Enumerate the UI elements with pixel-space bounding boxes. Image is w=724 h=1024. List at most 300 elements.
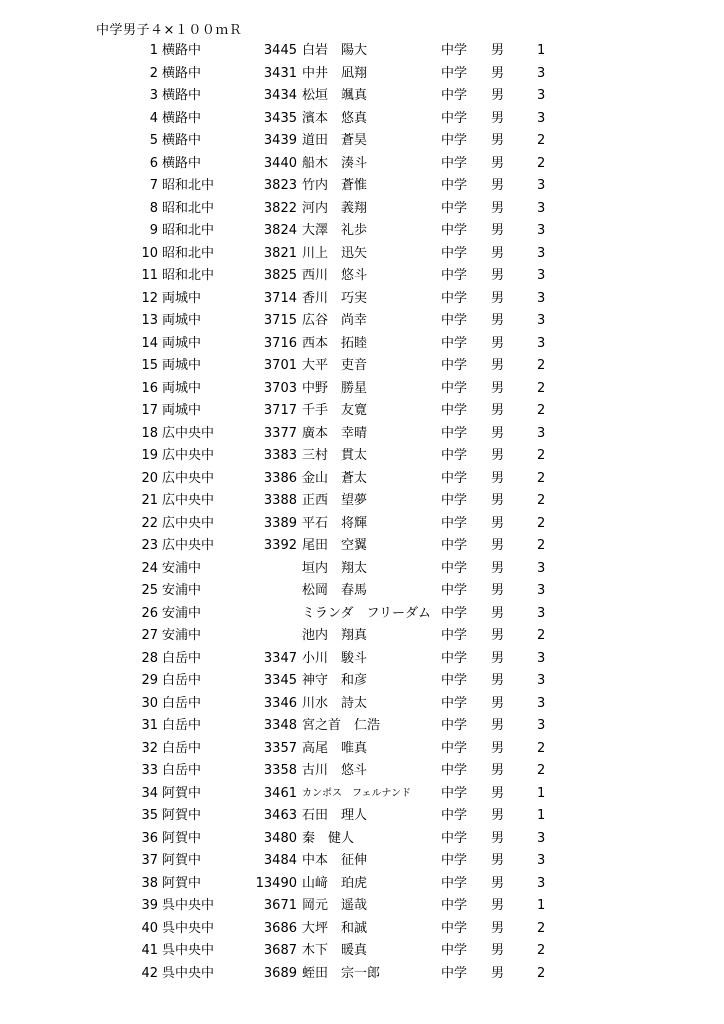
school-name: 横路中 [162, 65, 202, 81]
athlete-id: 3821 [263, 245, 297, 261]
school-name: 広中央中 [162, 425, 215, 441]
athlete-name: 中野 勝星 [302, 380, 368, 396]
entry-number: 22 [141, 515, 158, 531]
category: 中学 [441, 493, 468, 508]
category: 中学 [441, 538, 468, 553]
gender: 男 [491, 313, 505, 328]
grade: 2 [537, 155, 546, 171]
entry-number: 39 [141, 898, 158, 913]
table-row [0, 243, 724, 266]
gender: 男 [491, 245, 505, 261]
gender: 男 [491, 740, 505, 756]
athlete-id: 3386 [263, 470, 297, 486]
gender: 男 [491, 898, 505, 913]
school-name: 白岳中 [162, 673, 202, 688]
school-name: 白岳中 [162, 650, 202, 666]
gender: 男 [491, 133, 505, 148]
school-name: 横路中 [162, 155, 202, 171]
athlete-name: ミランダ フリーダム [302, 605, 431, 621]
athlete-name: 蛭田 宗一郎 [302, 965, 381, 981]
school-name: 両城中 [162, 380, 202, 396]
entry-number: 41 [141, 943, 158, 958]
athlete-id: 3823 [263, 178, 297, 193]
category: 中学 [441, 808, 468, 823]
school-name: 白岳中 [162, 763, 202, 778]
table-row [0, 558, 724, 581]
gender: 男 [491, 875, 505, 891]
school-name: 呉中央中 [162, 965, 215, 981]
grade: 3 [537, 830, 546, 846]
athlete-id: 3703 [263, 380, 297, 396]
entry-number: 14 [141, 335, 158, 351]
table-row [0, 310, 724, 333]
entry-number: 30 [141, 695, 158, 711]
athlete-id: 3671 [263, 898, 297, 913]
athlete-name: 西本 拓睦 [302, 335, 368, 351]
athlete-id: 3358 [263, 763, 297, 778]
school-name: 呉中央中 [162, 920, 215, 936]
entry-number: 4 [149, 110, 158, 126]
entry-number: 1 [149, 43, 158, 58]
table-row [0, 963, 724, 986]
grade: 3 [537, 268, 546, 283]
gender: 男 [491, 853, 505, 868]
athlete-name: 神守 和彦 [302, 673, 368, 688]
grade: 1 [537, 785, 546, 801]
athlete-id: 3717 [263, 403, 297, 418]
gender: 男 [491, 943, 505, 958]
category: 中学 [441, 223, 468, 238]
grade: 2 [537, 740, 546, 756]
gender: 男 [491, 403, 505, 418]
athlete-id: 3822 [263, 200, 297, 216]
gender: 男 [491, 763, 505, 778]
athlete-name: 高尾 唯真 [302, 740, 368, 756]
table-row [0, 828, 724, 851]
athlete-name: 広谷 尚幸 [302, 313, 368, 328]
grade: 2 [537, 943, 546, 958]
gender: 男 [491, 200, 505, 216]
grade: 3 [537, 560, 546, 576]
athlete-name: 木下 暖真 [302, 943, 368, 958]
school-name: 両城中 [162, 403, 202, 418]
gender: 男 [491, 830, 505, 846]
school-name: 昭和北中 [162, 178, 215, 193]
entry-number: 27 [141, 628, 158, 643]
entry-table [0, 40, 724, 985]
gender: 男 [491, 448, 505, 463]
athlete-id: 3714 [263, 290, 297, 306]
athlete-name: 石田 理人 [302, 808, 368, 823]
table-row [0, 895, 724, 918]
athlete-name: 中本 征伸 [302, 853, 368, 868]
grade: 3 [537, 650, 546, 666]
entry-number: 2 [149, 65, 158, 81]
entry-number: 35 [141, 808, 158, 823]
grade: 2 [537, 965, 546, 981]
grade: 2 [537, 133, 546, 148]
athlete-name: 竹内 蒼惟 [302, 178, 368, 193]
athlete-id: 3345 [263, 673, 297, 688]
athlete-name: 大坪 和誠 [302, 920, 368, 936]
school-name: 両城中 [162, 358, 202, 373]
athlete-id: 3431 [263, 65, 297, 81]
category: 中学 [441, 785, 468, 801]
athlete-id: 3388 [263, 493, 297, 508]
school-name: 広中央中 [162, 515, 215, 531]
category: 中学 [441, 155, 468, 171]
athlete-name: 秦 健人 [302, 830, 355, 846]
grade: 1 [537, 898, 546, 913]
athlete-id: 3461 [263, 785, 297, 801]
category: 中学 [441, 470, 468, 486]
athlete-name: 船木 湊斗 [302, 155, 368, 171]
athlete-id: 3439 [263, 133, 297, 148]
entry-number: 23 [141, 538, 158, 553]
athlete-name: 平石 将輝 [302, 515, 368, 531]
grade: 3 [537, 65, 546, 81]
gender: 男 [491, 358, 505, 373]
gender: 男 [491, 155, 505, 171]
entry-number: 16 [141, 380, 158, 396]
gender: 男 [491, 920, 505, 936]
grade: 1 [537, 808, 546, 823]
athlete-id: 3348 [263, 718, 297, 733]
entry-number: 33 [141, 763, 158, 778]
athlete-name: 香川 巧実 [302, 290, 368, 306]
category: 中学 [441, 290, 468, 306]
school-name: 阿賀中 [162, 853, 202, 868]
gender: 男 [491, 560, 505, 576]
athlete-name: 廣本 幸晴 [302, 425, 368, 441]
gender: 男 [491, 335, 505, 351]
athlete-id: 3715 [263, 313, 297, 328]
entry-number: 26 [141, 605, 158, 621]
entry-number: 11 [141, 268, 158, 283]
school-name: 白岳中 [162, 740, 202, 756]
gender: 男 [491, 785, 505, 801]
school-name: 両城中 [162, 313, 202, 328]
grade: 3 [537, 695, 546, 711]
athlete-id: 3480 [263, 830, 297, 846]
table-row [0, 805, 724, 828]
entry-number: 31 [141, 718, 158, 733]
athlete-id: 3824 [263, 223, 297, 238]
athlete-id: 3383 [263, 448, 297, 463]
entry-number: 38 [141, 875, 158, 891]
category: 中学 [441, 313, 468, 328]
school-name: 広中央中 [162, 470, 215, 486]
athlete-name: 千手 友寛 [302, 403, 368, 418]
category: 中学 [441, 110, 468, 126]
table-row [0, 873, 724, 896]
table-row [0, 535, 724, 558]
athlete-name: 川水 詩太 [302, 695, 368, 711]
category: 中学 [441, 403, 468, 418]
table-row [0, 378, 724, 401]
athlete-id: 3377 [263, 425, 297, 441]
entry-number: 24 [141, 560, 158, 576]
category: 中学 [441, 88, 468, 103]
athlete-name: 宮之首 仁浩 [302, 718, 381, 733]
athlete-name: 河内 義翔 [302, 200, 368, 216]
entry-number: 25 [141, 583, 158, 598]
category: 中学 [441, 560, 468, 576]
athlete-name: 池内 翔真 [302, 628, 368, 643]
athlete-name: 中井 凪翔 [302, 65, 368, 81]
gender: 男 [491, 628, 505, 643]
athlete-name: 三村 貫太 [302, 448, 368, 463]
school-name: 白岳中 [162, 718, 202, 733]
school-name: 横路中 [162, 88, 202, 103]
category: 中学 [441, 718, 468, 733]
entry-number: 36 [141, 830, 158, 846]
gender: 男 [491, 538, 505, 553]
grade: 3 [537, 88, 546, 103]
table-row [0, 40, 724, 63]
athlete-name: 松岡 春馬 [302, 583, 368, 598]
gender: 男 [491, 178, 505, 193]
athlete-name: 大平 吏音 [302, 358, 368, 373]
school-name: 横路中 [162, 110, 202, 126]
gender: 男 [491, 290, 505, 306]
table-row [0, 85, 724, 108]
gender: 男 [491, 425, 505, 441]
gender: 男 [491, 65, 505, 81]
athlete-name: 白岩 陽大 [302, 43, 368, 58]
category: 中学 [441, 650, 468, 666]
entry-number: 28 [141, 650, 158, 666]
grade: 3 [537, 853, 546, 868]
school-name: 横路中 [162, 43, 202, 58]
grade: 3 [537, 290, 546, 306]
table-row [0, 648, 724, 671]
entry-number: 6 [149, 155, 158, 171]
gender: 男 [491, 808, 505, 823]
school-name: 阿賀中 [162, 830, 202, 846]
category: 中学 [441, 178, 468, 193]
entry-number: 29 [141, 673, 158, 688]
table-row [0, 760, 724, 783]
grade: 2 [537, 538, 546, 553]
gender: 男 [491, 515, 505, 531]
category: 中学 [441, 853, 468, 868]
athlete-id: 3347 [263, 650, 297, 666]
school-name: 横路中 [162, 133, 202, 148]
entry-number: 21 [141, 493, 158, 508]
athlete-id: 3686 [263, 920, 297, 936]
table-row [0, 715, 724, 738]
school-name: 昭和北中 [162, 268, 215, 283]
entry-number: 37 [141, 853, 158, 868]
school-name: 広中央中 [162, 493, 215, 508]
category: 中学 [441, 763, 468, 778]
category: 中学 [441, 425, 468, 441]
gender: 男 [491, 88, 505, 103]
school-name: 安浦中 [162, 628, 202, 643]
table-row [0, 288, 724, 311]
category: 中学 [441, 200, 468, 216]
table-row [0, 603, 724, 626]
grade: 1 [537, 43, 546, 58]
entry-number: 34 [141, 785, 158, 801]
table-row [0, 940, 724, 963]
category: 中学 [441, 268, 468, 283]
school-name: 阿賀中 [162, 875, 202, 891]
category: 中学 [441, 695, 468, 711]
grade: 2 [537, 515, 546, 531]
gender: 男 [491, 268, 505, 283]
grade: 3 [537, 605, 546, 621]
grade: 2 [537, 380, 546, 396]
table-row [0, 220, 724, 243]
athlete-name: 西川 悠斗 [302, 268, 368, 283]
table-row [0, 850, 724, 873]
athlete-name: 道田 蒼昊 [302, 133, 368, 148]
table-row [0, 783, 724, 806]
school-name: 阿賀中 [162, 785, 202, 801]
grade: 2 [537, 358, 546, 373]
entry-number: 8 [149, 200, 158, 216]
athlete-name: カンポス フェルナンド [302, 787, 411, 799]
school-name: 安浦中 [162, 605, 202, 621]
category: 中学 [441, 830, 468, 846]
table-row [0, 63, 724, 86]
athlete-name: 大澤 礼歩 [302, 223, 368, 238]
athlete-id: 3463 [263, 808, 297, 823]
athlete-id: 3689 [263, 965, 297, 981]
gender: 男 [491, 718, 505, 733]
school-name: 昭和北中 [162, 245, 215, 261]
gender: 男 [491, 470, 505, 486]
gender: 男 [491, 650, 505, 666]
table-row [0, 130, 724, 153]
grade: 2 [537, 470, 546, 486]
athlete-id: 3440 [263, 155, 297, 171]
entry-number: 10 [141, 245, 158, 261]
table-row [0, 625, 724, 648]
school-name: 昭和北中 [162, 200, 215, 216]
table-row [0, 355, 724, 378]
table-row [0, 693, 724, 716]
school-name: 安浦中 [162, 560, 202, 576]
gender: 男 [491, 380, 505, 396]
grade: 3 [537, 425, 546, 441]
athlete-id: 13490 [255, 875, 297, 891]
table-row [0, 153, 724, 176]
table-row [0, 265, 724, 288]
entry-number: 19 [141, 448, 158, 463]
school-name: 呉中央中 [162, 898, 215, 913]
gender: 男 [491, 43, 505, 58]
table-row [0, 670, 724, 693]
athlete-name: 小川 駿斗 [302, 650, 368, 666]
grade: 2 [537, 628, 546, 643]
school-name: 安浦中 [162, 583, 202, 598]
entry-number: 42 [141, 965, 158, 981]
category: 中学 [441, 943, 468, 958]
athlete-name: 濱本 悠真 [302, 110, 368, 126]
category: 中学 [441, 898, 468, 913]
athlete-name: 尾田 空翼 [302, 538, 368, 553]
grade: 3 [537, 335, 546, 351]
athlete-name: 岡元 遥哉 [302, 898, 368, 913]
category: 中学 [441, 245, 468, 261]
athlete-id: 3484 [263, 853, 297, 868]
category: 中学 [441, 965, 468, 981]
school-name: 広中央中 [162, 538, 215, 553]
gender: 男 [491, 223, 505, 238]
category: 中学 [441, 628, 468, 643]
entry-number: 5 [149, 133, 158, 148]
gender: 男 [491, 110, 505, 126]
athlete-id: 3687 [263, 943, 297, 958]
athlete-name: 金山 蒼太 [302, 470, 368, 486]
gender: 男 [491, 673, 505, 688]
table-row [0, 198, 724, 221]
table-row [0, 175, 724, 198]
grade: 3 [537, 583, 546, 598]
category: 中学 [441, 448, 468, 463]
athlete-id: 3346 [263, 695, 297, 711]
school-name: 昭和北中 [162, 223, 215, 238]
grade: 3 [537, 673, 546, 688]
athlete-name: 正西 望夢 [302, 493, 368, 508]
category: 中学 [441, 740, 468, 756]
table-row [0, 490, 724, 513]
category: 中学 [441, 358, 468, 373]
school-name: 両城中 [162, 335, 202, 351]
athlete-id: 3435 [263, 110, 297, 126]
athlete-id: 3392 [263, 538, 297, 553]
athlete-name: 川上 迅矢 [302, 245, 368, 261]
grade: 3 [537, 200, 546, 216]
athlete-id: 3434 [263, 88, 297, 103]
entry-number: 9 [149, 223, 158, 238]
grade: 3 [537, 178, 546, 193]
school-name: 両城中 [162, 290, 202, 306]
category: 中学 [441, 583, 468, 598]
athlete-id: 3825 [263, 268, 297, 283]
gender: 男 [491, 695, 505, 711]
entry-number: 18 [141, 425, 158, 441]
table-row [0, 468, 724, 491]
athlete-name: 松垣 颯真 [302, 88, 368, 103]
grade: 3 [537, 245, 546, 261]
category: 中学 [441, 673, 468, 688]
category: 中学 [441, 920, 468, 936]
category: 中学 [441, 875, 468, 891]
entry-number: 20 [141, 470, 158, 486]
athlete-id: 3701 [263, 358, 297, 373]
entry-number: 3 [149, 88, 158, 103]
category: 中学 [441, 605, 468, 621]
table-row [0, 738, 724, 761]
gender: 男 [491, 583, 505, 598]
school-name: 阿賀中 [162, 808, 202, 823]
category: 中学 [441, 133, 468, 148]
grade: 2 [537, 403, 546, 418]
table-row [0, 333, 724, 356]
gender: 男 [491, 493, 505, 508]
category: 中学 [441, 335, 468, 351]
grade: 3 [537, 110, 546, 126]
athlete-id: 3716 [263, 335, 297, 351]
athlete-name: 古川 悠斗 [302, 763, 368, 778]
entry-number: 40 [141, 920, 158, 936]
school-name: 呉中央中 [162, 943, 215, 958]
grade: 2 [537, 920, 546, 936]
